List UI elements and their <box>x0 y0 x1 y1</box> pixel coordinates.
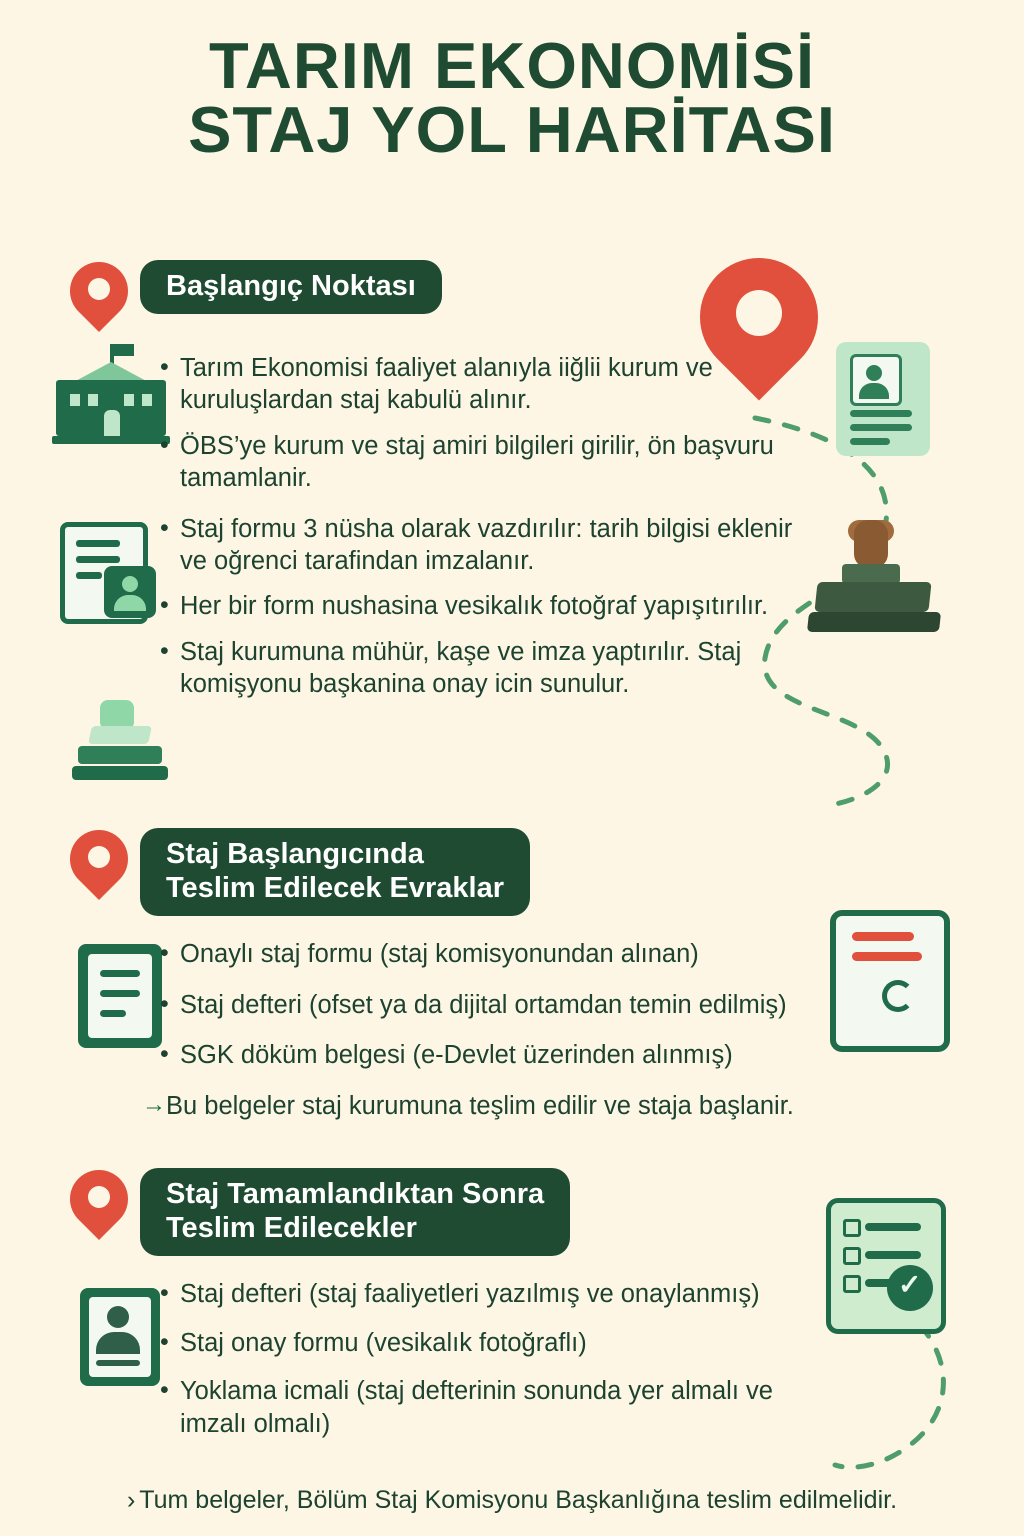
section-header <box>0 260 1024 338</box>
bullet-text: ÖBS’ye kurum ve staj amiri bilgileri girilir, ön başvuru tamamlanir. <box>180 431 774 493</box>
section-baslangic-noktasi <box>0 260 1024 713</box>
bullet-text: Staj kurumuna mühür, kaşe ve imza yaptırılır. Staj komişyonu başkanina onay icin sunulur. <box>180 637 742 698</box>
section-staj-tamamlandiktan-sonra-teslim-edilecekler <box>0 1168 1024 1453</box>
list-item <box>160 1278 860 1310</box>
map-pin-icon <box>70 830 128 906</box>
footnote-text: Tum belgeler, Bölüm Staj Komisyonu Başkanlığına teslim edilmelidir. <box>139 1486 898 1514</box>
bullet-marker: • <box>160 636 169 665</box>
bullet-marker: • <box>160 1376 169 1405</box>
section-title-line-1: Staj Tamamlandıktan Sonra <box>166 1178 545 1210</box>
bullet-marker: • <box>160 591 169 620</box>
list-item <box>160 1327 800 1359</box>
list-item <box>160 1375 820 1440</box>
list-item-highlight <box>142 1090 922 1122</box>
bullet-list <box>0 352 1024 700</box>
map-pin-icon <box>70 1170 128 1246</box>
title-line-2: STAJ YOL HARİTASI <box>188 92 836 166</box>
bullet-list <box>0 938 1024 1122</box>
footnote-marker: › <box>126 1486 136 1514</box>
bullet-text: Onaylı staj formu (staj komisyonundan alınan) <box>180 940 699 969</box>
section-title-line-2: Teslim Edilecek Evraklar <box>166 872 505 905</box>
bullet-text: Staj defteri (ofset ya da dijital ortamdan temin edilmiş) <box>180 990 787 1019</box>
bullet-marker: • <box>160 1279 169 1308</box>
bullet-list <box>0 1278 1024 1440</box>
section-title <box>140 1168 570 1256</box>
section-title-line-1: Başlangıç Noktası <box>166 270 416 302</box>
bullet-marker: • <box>160 513 169 542</box>
bullet-text: SGK döküm belgesi (e-Devlet üzerinden alınmış) <box>180 1041 733 1070</box>
list-item <box>160 989 880 1021</box>
map-pin-icon <box>70 262 128 338</box>
section-header <box>0 1168 1024 1256</box>
list-item <box>160 938 800 970</box>
footnote <box>0 1486 1024 1515</box>
arrow-marker: → <box>142 1090 166 1118</box>
section-title-line-2: Teslim Edilecekler <box>166 1212 417 1245</box>
bullet-text: Tarım Ekonomisi faaliyet alanıyla iiğlii kurum ve kuruluşlardan staj kabulü alınır. <box>180 354 713 415</box>
page-title <box>0 0 1024 166</box>
bullet-text: Staj formu 3 nüsha olarak vazdırılır: tarih bilgisi eklenir ve oğrenci tarafindan imzalanır. <box>180 514 793 575</box>
bullet-marker: • <box>160 1040 169 1069</box>
bullet-marker: • <box>160 939 169 968</box>
section-title-line-1: Staj Başlangıcında <box>166 838 424 870</box>
bullet-marker: • <box>160 1327 169 1356</box>
bullet-text: Staj defteri (staj faaliyetleri yazılmış ve onaylanmış) <box>180 1280 760 1309</box>
section-title <box>140 828 530 916</box>
bullet-text: Staj onay formu (vesikalık fotoğraflı) <box>180 1328 587 1357</box>
bullet-marker: • <box>160 353 169 381</box>
list-item <box>160 430 800 495</box>
bullet-marker: • <box>160 430 169 459</box>
list-item <box>160 1039 880 1071</box>
section-title <box>140 260 442 314</box>
list-item <box>160 636 800 701</box>
section-header <box>0 828 1024 916</box>
list-item <box>160 513 800 578</box>
list-item <box>160 352 800 417</box>
bullet-text: Bu belgeler staj kurumuna teşlim edilir ve staja başlanir. <box>166 1091 794 1120</box>
bullet-text: Yoklama icmali (staj defterinin sonunda yer almalı ve imzalı olmalı) <box>180 1377 773 1438</box>
bullet-marker: • <box>160 989 169 1018</box>
section-staj-baslangicinda-teslim-edilecek-evraklar <box>0 828 1024 1135</box>
bullet-text: Her bir form nushasina vesikalık fotoğraf yapışıtırılır. <box>180 592 769 621</box>
list-item <box>160 590 800 622</box>
title-line-1: TARIM EKONOMİSİ <box>209 29 815 102</box>
